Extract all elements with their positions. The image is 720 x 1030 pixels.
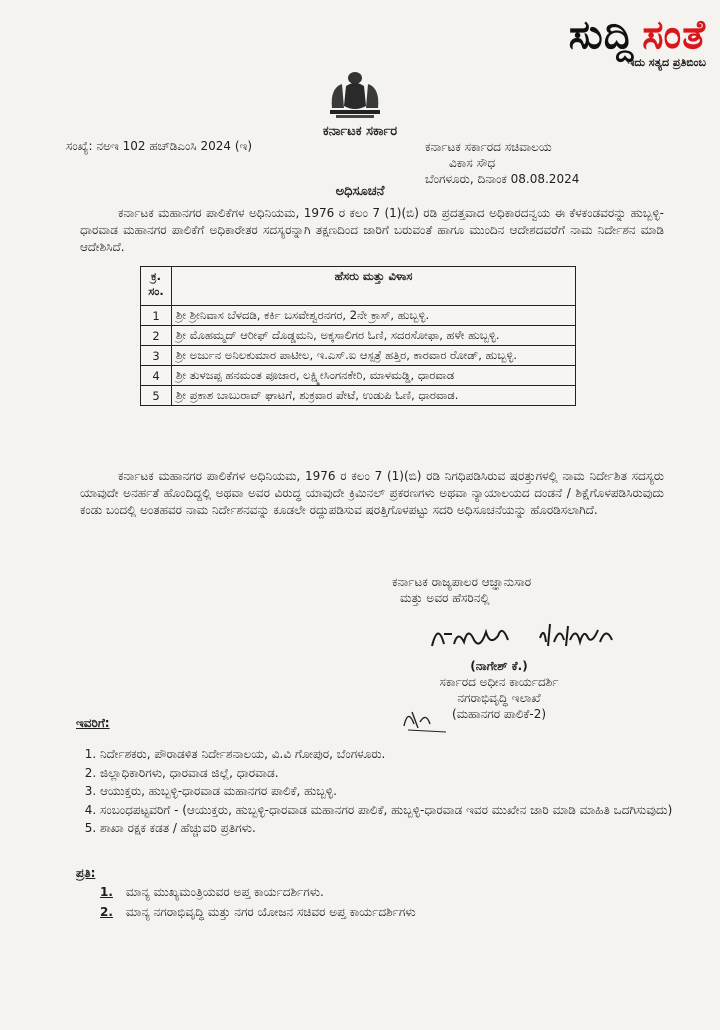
address-line: ವಿಕಾಸ ಸೌಧ (449, 156, 496, 170)
copy-number: 2. (100, 905, 113, 919)
notification-title: ಅಧಿಸೂಚನೆ (335, 184, 385, 199)
table-row (141, 386, 576, 406)
col-sl-header: ಕ್ರ. ಸಂ. (141, 267, 172, 306)
recipients-list (76, 746, 680, 839)
list-item (100, 884, 660, 900)
list-item: 2. ಜಿಲ್ಲಾಧಿಕಾರಿಗಳು, ಧಾರವಾಡ ಜಿಲ್ಲೆ, ಧಾರವಾಡ. (100, 765, 680, 782)
reference-number: ಸಂಖ್ಯೆ: ನಅಇ 102 ಹಚ್‌ಡಿಎಂಸಿ 2024 (ಇ) (66, 139, 253, 153)
brand-part2: ಸಂತೆ (642, 12, 706, 58)
row-sl: 5 (141, 386, 172, 406)
watermark-logo (569, 14, 706, 70)
table-row (141, 326, 576, 346)
authority-line: ಕರ್ನಾಟಕ ರಾಜ್ಯಪಾಲರ ಆಜ್ಞಾನುಸಾರ (392, 575, 532, 589)
signatory-name: (ನಾಗೇಶ್ ಕೆ.) (470, 659, 528, 673)
list-item: 1. ನಿರ್ದೇಶಕರು, ಪೌರಾಡಳಿತ ನಿರ್ದೇಶನಾಲಯ, ವಿ.ವಿ ಗೋಪುರ, ಬೆಂಗಳೂರು. (100, 746, 680, 763)
brand-tagline: ಇದು ಸತ್ಯದ ಪ್ರತಿಬಿಂಬ (627, 56, 706, 69)
row-sl: 4 (141, 366, 172, 386)
table-row (141, 306, 576, 326)
government-title: ಕರ್ನಾಟಕ ಸರ್ಕಾರ (322, 124, 398, 139)
handwritten-signature (428, 616, 628, 660)
col-name-header: ಹೆಸರು ಮತ್ತು ವಿಳಾಸ (172, 267, 576, 306)
signatory-designation: ಸರ್ಕಾರದ ಅಧೀನ ಕಾರ್ಯದರ್ಶಿ (439, 675, 559, 689)
list-item: 5. ಶಾಖಾ ರಕ್ಷಕ ಕಡತ / ಹೆಚ್ಚುವರಿ ಪ್ರತಿಗಳು. (100, 820, 680, 837)
brand-part1: ಸುದ್ದಿ (568, 12, 635, 58)
authority-line: ಮತ್ತು ಅವರ ಹೆಸರಿನಲ್ಲಿ (400, 591, 490, 605)
handwritten-initials (398, 706, 458, 734)
copy-label: ಪ್ರತಿ: (76, 866, 96, 880)
row-name: ಶ್ರೀ ಮೊಹಮ್ಮದ್ ಆರೀಫ್ ದೊಡ್ಡಮನಿ, ಅಕ್ಕಸಾಲಿಗರ ಓಣಿ, ಸದರಸೋಫಾ, ಹಳೇ ಹುಬ್ಬಳ್ಳಿ. (172, 326, 576, 346)
office-address (425, 139, 579, 187)
state-emblem-icon (324, 68, 386, 120)
row-sl: 3 (141, 346, 172, 366)
signatory-department: ನಗರಾಭಿವೃದ್ಧಿ ಇಲಾಖೆ (457, 691, 541, 705)
row-sl: 1 (141, 306, 172, 326)
row-name: ಶ್ರೀ ತುಳಜಪ್ಪ ಹನಮಂತ ಪೂಜಾರ, ಲಕ್ಷ್ಮೀಸಿಂಗನಕೇರಿ, ಮಾಳಮಡ್ಡಿ, ಧಾರವಾಡ (172, 366, 576, 386)
row-name: ಶ್ರೀ ಪ್ರಕಾಶ ಬಾಬುರಾವ್ ಘಾಟಗೆ, ಶುಕ್ರವಾರ ಪೇಟೆ, ಉಡುಪಿ ಓಣಿ, ಧಾರವಾಡ. (172, 386, 576, 406)
list-item: 4. ಸಂಬಂಧಪಟ್ಟವರಿಗೆ - (ಆಯುಕ್ತರು, ಹುಬ್ಬಳ್ಳಿ-ಧಾರವಾಡ ಮಹಾನಗರ ಪಾಲಿಕೆ, ಹುಬ್ಬಳ್ಳಿ-ಧಾರವಾಡ ಇವರ ಮುಖೇನ ಜಾರಿ ಮಾಡಿ ಮಾಹಿತಿ ಒದಗಿಸುವುದು) (100, 802, 680, 819)
list-item (100, 904, 660, 920)
authority-block (392, 574, 531, 606)
copy-number: 1. (100, 885, 113, 899)
intro-paragraph: ಕರ್ನಾಟಕ ಮಹಾನಗರ ಪಾಲಿಕೆಗಳ ಅಧಿನಿಯಮ, 1976 ರ ಕಲಂ 7 (1)(ಬಿ) ರಡಿ ಪ್ರದತ್ತವಾದ ಅಧಿಕಾರದನ್ವಯ ಈ ಕೆಳಕಂಡವರನ್ನು ಹುಬ್ಬಳ್ಳಿ-ಧಾರವಾಡ ಮಹಾನಗರ ಪಾಲಿಕೆಗೆ ಅಧಿಕಾರೇತರ ಸದಸ್ಯರನ್ನಾಗಿ ತಕ್ಷಣದಿಂದ ಜಾರಿಗೆ ಬರುವಂತೆ ಹಾಗೂ ಮುಂದಿನ ಆದೇಶದವರೆಗೆ ನಾಮ ನಿರ್ದೇಶನ ಮಾಡಿ ಆದೇಶಿಸಿದೆ. (80, 206, 664, 254)
list-item: 3. ಆಯುಕ್ತರು, ಹುಬ್ಬಳ್ಳಿ-ಧಾರವಾಡ ಮಹಾನಗರ ಪಾಲಿಕೆ, ಹುಬ್ಬಳ್ಳಿ. (100, 783, 680, 800)
row-name: ಶ್ರೀ ಶ್ರೀನಿವಾಸ ಬೆಳದಡಿ, ಕರ್ಕಿ ಬಸವೇಶ್ವರನಗರ, 2ನೇ ಕ್ರಾಸ್, ಹುಬ್ಬಳ್ಳಿ. (172, 306, 576, 326)
signatory-section: (ಮಹಾನಗರ ಪಾಲಿಕೆ-2) (451, 707, 547, 721)
table-row (141, 346, 576, 366)
copies-list (100, 884, 660, 920)
table-row (141, 366, 576, 386)
to-label: ಇವರಿಗೆ: (76, 716, 110, 730)
row-name: ಶ್ರೀ ಅರ್ಜುನ ಅನಿಲಕುಮಾರ ಪಾಟೀಲ, ಇ.ಎಸ್.ಐ ಆಸ್ಪತ್ರೆ ಹತ್ತಿರ, ಕಾರವಾರ ರೋಡ್, ಹುಬ್ಬಳ್ಳಿ. (172, 346, 576, 366)
copy-text: ಮಾನ್ಯ ನಗರಾಭಿವೃದ್ಧಿ ಮತ್ತು ನಗರ ಯೋಜನ ಸಚಿವರ ಅಪ್ತ ಕಾರ್ಯದರ್ಶಿಗಳು (125, 905, 416, 919)
condition-paragraph: ಕರ್ನಾಟಕ ಮಹಾನಗರ ಪಾಲಿಕೆಗಳ ಅಧಿನಿಯಮ, 1976 ರ ಕಲಂ 7 (1)(ಬಿ) ರಡಿ ನಿಗಧಿಪಡಿಸಿರುವ ಷರತ್ತುಗಳಲ್ಲಿ ನಾಮ ನಿರ್ದೇಶಿತ ಸದಸ್ಯರು ಯಾವುದೇ ಅನರ್ಹತೆ ಹೊಂದಿದ್ದಲ್ಲಿ ಅಥವಾ ಅವರ ವಿರುದ್ಧ ಯಾವುದೇ ಕ್ರಿಮಿನಲ್ ಪ್ರಕರಣಗಳು ಅಥವಾ ನ್ಯಾಯಾಲಯದ ದಂಡನೆ / ಶಿಕ್ಷೆಗೊಳಪಡಿಸಿರುವುದು ಕಂಡು ಬಂದಲ್ಲಿ ಅಂತಹವರ ನಾಮ ನಿರ್ದೇಶನವನ್ನು ಕೂಡಲೇ ರದ್ದುಪಡಿಸುವ ಷರತ್ತಿಗೊಳಪಟ್ಟು ಸದರಿ ಅಧಿಸೂಚನೆಯನ್ನು ಹೊರಡಿಸಲಾಗಿದೆ. (80, 469, 664, 517)
nominees-table (140, 266, 576, 406)
row-sl: 2 (141, 326, 172, 346)
address-line: ಕರ್ನಾಟಕ ಸರ್ಕಾರದ ಸಚಿವಾಲಯ (425, 140, 552, 154)
copy-text: ಮಾನ್ಯ ಮುಖ್ಯಮಂತ್ರಿಯವರ ಅಪ್ತ ಕಾರ್ಯದರ್ಶಿಗಳು. (125, 885, 324, 899)
address-date: ಬೆಂಗಳೂರು, ದಿನಾಂಕ 08.08.2024 (425, 172, 580, 186)
table-header-row (141, 267, 576, 306)
